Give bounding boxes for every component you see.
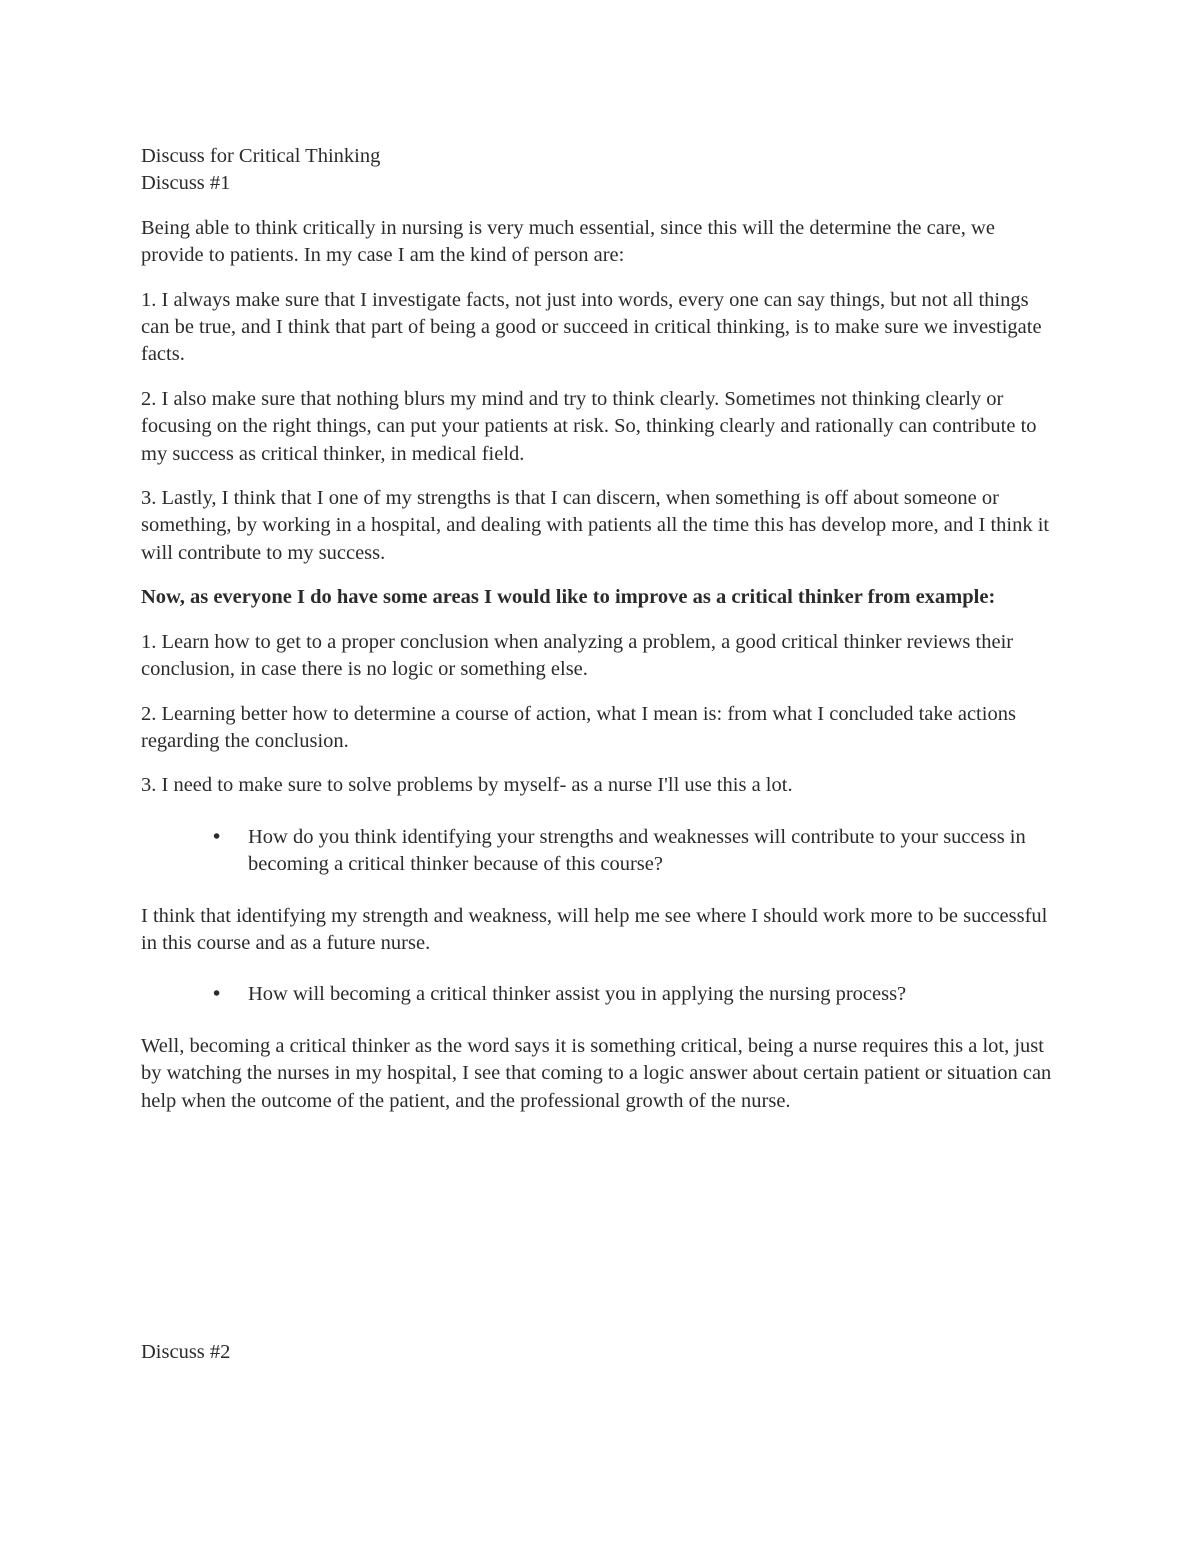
document-title: Discuss for Critical Thinking (141, 145, 381, 167)
improvement-item-1: 1. Learn how to get to a proper conclusion when analyzing a problem, a good critical thinker reviews their conclusion, in case there is no logic or something else. (141, 630, 1014, 681)
question-bullet-2 (141, 981, 1061, 1008)
section-heading-discuss-1: Discuss #1 (141, 172, 231, 195)
strength-item-2: 2. I also make sure that nothing blurs my mind and try to think clearly. Sometimes not thinking clearly or focusing on the right things, can put your patients at risk. So, thinking clearly and rationally can contribute to my success as critical thinker, in medical field. (141, 387, 1037, 465)
bullet-icon: • (213, 825, 221, 848)
question-bullet-1 (141, 824, 1061, 879)
section-heading-discuss-2: Discuss #2 (141, 1341, 231, 1363)
answer-paragraph-2: Well, becoming a critical thinker as the word says it is something critical, being a nurse requires this a lot, just by watching the nurses in my hospital, I see that coming to a logic answer about certain patient or situation can help when the outcome of the patient, and the professional growth of the nurse. (141, 1034, 1052, 1112)
strength-item-3: 3. Lastly, I think that I one of my strengths is that I can discern, when something is off about someone or something, by working in a hospital, and dealing with patients all the time this has develop more, and I think it will contribute to my success. (141, 487, 1050, 564)
improvement-heading: Now, as everyone I do have some areas I would like to improve as a critical thinker from example: (141, 586, 996, 609)
bullet-icon: • (213, 983, 221, 1006)
question-text-2: How will becoming a critical thinker assist you in applying the nursing process? (248, 983, 907, 1006)
improvement-item-3: 3. I need to make sure to solve problems by myself- as a nurse I'll use this a lot. (141, 774, 793, 797)
document-header (141, 143, 1061, 198)
answer-paragraph-1: I think that identifying my strength and weakness, will help me see where I should work more to be successful in this course and as a future nurse. (141, 904, 1048, 954)
improvement-item-2: 2. Learning better how to determine a course of action, what I mean is: from what I concluded take actions regarding the conclusion. (141, 702, 1016, 752)
document-body (141, 143, 1061, 1132)
question-text-1: How do you think identifying your strengths and weaknesses will contribute to your success in becoming a critical thinker because of this course? (248, 825, 1026, 876)
strength-item-1: 1. I always make sure that I investigate facts, not just into words, every one can say things, but not all things can be true, and I think that part of being a good or succeed in critical thinking, is to make sure we investigate facts. (141, 288, 1042, 366)
intro-paragraph: Being able to think critically in nursing is very much essential, since this will the determine the care, we provide to patients. In my case I am the kind of person are: (141, 216, 995, 267)
